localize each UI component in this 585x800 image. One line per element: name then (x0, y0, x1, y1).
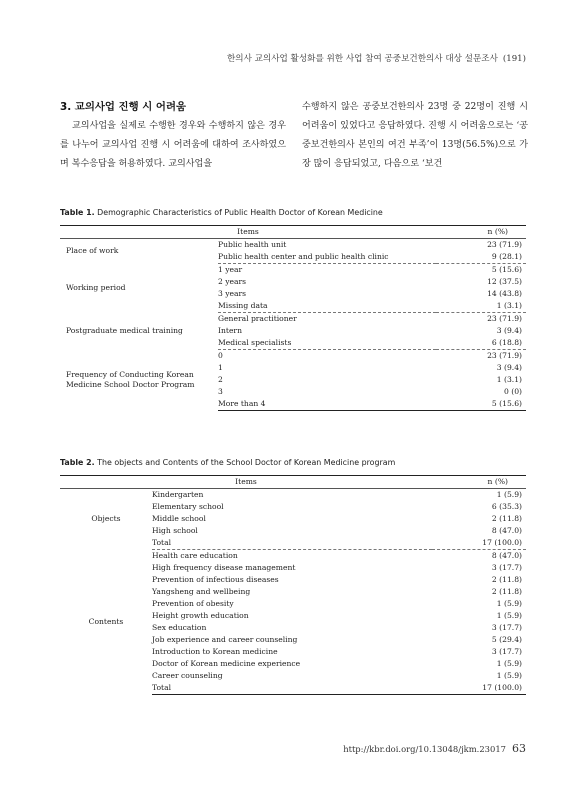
group-label: Frequency of Conducting Korean Medicine School Doctor Program (66, 370, 195, 389)
item-cell: Public health center and public health clinic (218, 251, 436, 264)
count-cell: 1 (5.9) (496, 490, 522, 499)
count-cell: 23 (71.9) (487, 314, 522, 323)
item-cell: Height growth education (152, 611, 249, 620)
item-cell: Job experience and career counseling (152, 635, 298, 644)
item-cell: Middle school (152, 514, 206, 523)
table2-title: The objects and Contents of the School Doctor of Korean Medicine program (97, 458, 396, 467)
table2-label: Table 2. (60, 458, 95, 467)
count-cell: 3 (9.4) (496, 363, 522, 372)
item-cell: Public health unit (218, 240, 287, 249)
count-cell: 3 (17.7) (491, 647, 522, 656)
count-cell: 3 (9.4) (496, 326, 522, 335)
item-cell: High school (152, 526, 198, 535)
count-cell: 3 (17.7) (491, 563, 522, 572)
body-column-left (60, 98, 286, 174)
group-label: Postgraduate medical training (66, 326, 183, 335)
count-cell: 1 (3.1) (496, 375, 522, 384)
table-row (60, 264, 526, 277)
item-cell: Intern (218, 326, 242, 335)
body-column-right (302, 98, 528, 174)
item-cell: Medical specialists (218, 337, 436, 350)
count-cell: 5 (29.4) (491, 635, 522, 644)
item-cell: 2 years (218, 277, 247, 286)
count-cell: 5 (15.6) (436, 398, 526, 411)
count-cell: 9 (28.1) (436, 251, 526, 264)
item-cell: 1 (218, 363, 223, 372)
item-cell: Missing data (218, 300, 436, 313)
count-cell: 6 (35.3) (491, 502, 522, 511)
item-cell: 2 (218, 375, 223, 384)
table1-header-items: Items (60, 226, 436, 239)
page-footer (60, 742, 526, 755)
item-cell: Prevention of infectious diseases (152, 575, 279, 584)
body-paragraph-right: 수행하지 않은 공중보건한의사 23명 중 22명이 진행 시 어려움이 있었다고 응답하였다. 진행 시 어려움으로는 ‘공중보건한의사 본인의 여건 부족’이 13명(56.5%)으로 가장 많이 응답되었고, 다음으로 ‘보건 (302, 102, 528, 169)
count-cell: 5 (15.6) (491, 265, 522, 274)
table2-caption (60, 458, 395, 467)
table2 (60, 475, 526, 695)
item-cell: Prevention of obesity (152, 599, 234, 608)
item-cell: Career counseling (152, 671, 223, 680)
table1-header-n: n (%) (436, 226, 526, 239)
count-cell: 8 (47.0) (491, 551, 522, 560)
item-cell: Kindergarten (152, 490, 204, 499)
table1-title: Demographic Characteristics of Public Health Doctor of Korean Medicine (97, 208, 383, 217)
section-heading: 3. 교의사업 진행 시 어려움 (60, 101, 187, 113)
group-label: Working period (66, 283, 126, 292)
count-cell: 2 (11.8) (491, 587, 522, 596)
count-cell: 12 (37.5) (487, 277, 522, 286)
count-cell: 6 (18.8) (436, 337, 526, 350)
count-cell: 8 (47.0) (491, 526, 522, 535)
item-cell: Introduction to Korean medicine (152, 647, 278, 656)
count-cell: 1 (5.9) (496, 671, 522, 680)
table1-header-row (60, 226, 526, 239)
item-cell: Yangsheng and wellbeing (152, 587, 251, 596)
item-cell: Total (152, 682, 432, 695)
running-header-title: 한의사 교의사업 활성화를 위한 사업 참여 공중보건한의사 대상 설문조사 (226, 54, 498, 64)
item-cell: 1 year (218, 265, 243, 274)
item-cell: 0 (218, 351, 223, 360)
count-cell: 17 (100.0) (432, 537, 526, 550)
count-cell: 17 (100.0) (432, 682, 526, 695)
count-cell: 2 (11.8) (491, 575, 522, 584)
table1-label: Table 1. (60, 208, 95, 217)
item-cell: General practitioner (218, 314, 297, 323)
table-row (60, 313, 526, 326)
count-cell: 3 (17.7) (491, 623, 522, 632)
table1-caption (60, 208, 383, 217)
item-cell: Doctor of Korean medicine experience (152, 659, 301, 668)
item-cell: Total (152, 537, 432, 550)
table1 (60, 225, 526, 411)
count-cell: 2 (11.8) (491, 514, 522, 523)
count-cell: 14 (43.8) (487, 289, 522, 298)
count-cell: 23 (71.9) (487, 351, 522, 360)
group-label: Place of work (66, 246, 119, 256)
table2-header-n: n (%) (432, 476, 526, 489)
running-header-page: (191) (502, 54, 526, 64)
table-row (60, 489, 526, 502)
item-cell: Health care education (152, 551, 238, 560)
count-cell: 1 (3.1) (436, 300, 526, 313)
table-row (60, 550, 526, 563)
group-label: Contents (88, 617, 124, 626)
table2-header-row (60, 476, 526, 489)
table2-header-items: Items (60, 476, 432, 489)
item-cell: Elementary school (152, 502, 224, 511)
item-cell: High frequency disease management (152, 563, 296, 572)
count-cell: 23 (71.9) (487, 240, 522, 249)
footer-doi: http://kbr.doi.org/10.13048/jkm.23017 (343, 744, 506, 754)
item-cell: More than 4 (218, 398, 436, 411)
group-label: Objects (91, 514, 121, 524)
count-cell: 1 (5.9) (496, 659, 522, 668)
table-row (60, 350, 526, 363)
count-cell: 0 (0) (503, 387, 522, 396)
item-cell: 3 years (218, 289, 247, 298)
body-paragraph-left: 교의사업을 실제로 수행한 경우와 수행하지 않은 경우를 나누어 교의사업 진행 시 어려움에 대하여 조사하였으며 복수응답을 허용하였다. 교의사업을 (60, 121, 286, 169)
item-cell: 3 (218, 387, 223, 396)
table-row (60, 239, 526, 252)
running-header (60, 52, 526, 64)
page-number: 63 (512, 742, 526, 755)
count-cell: 1 (5.9) (496, 599, 522, 608)
item-cell: Sex education (152, 623, 207, 632)
count-cell: 1 (5.9) (496, 611, 522, 620)
